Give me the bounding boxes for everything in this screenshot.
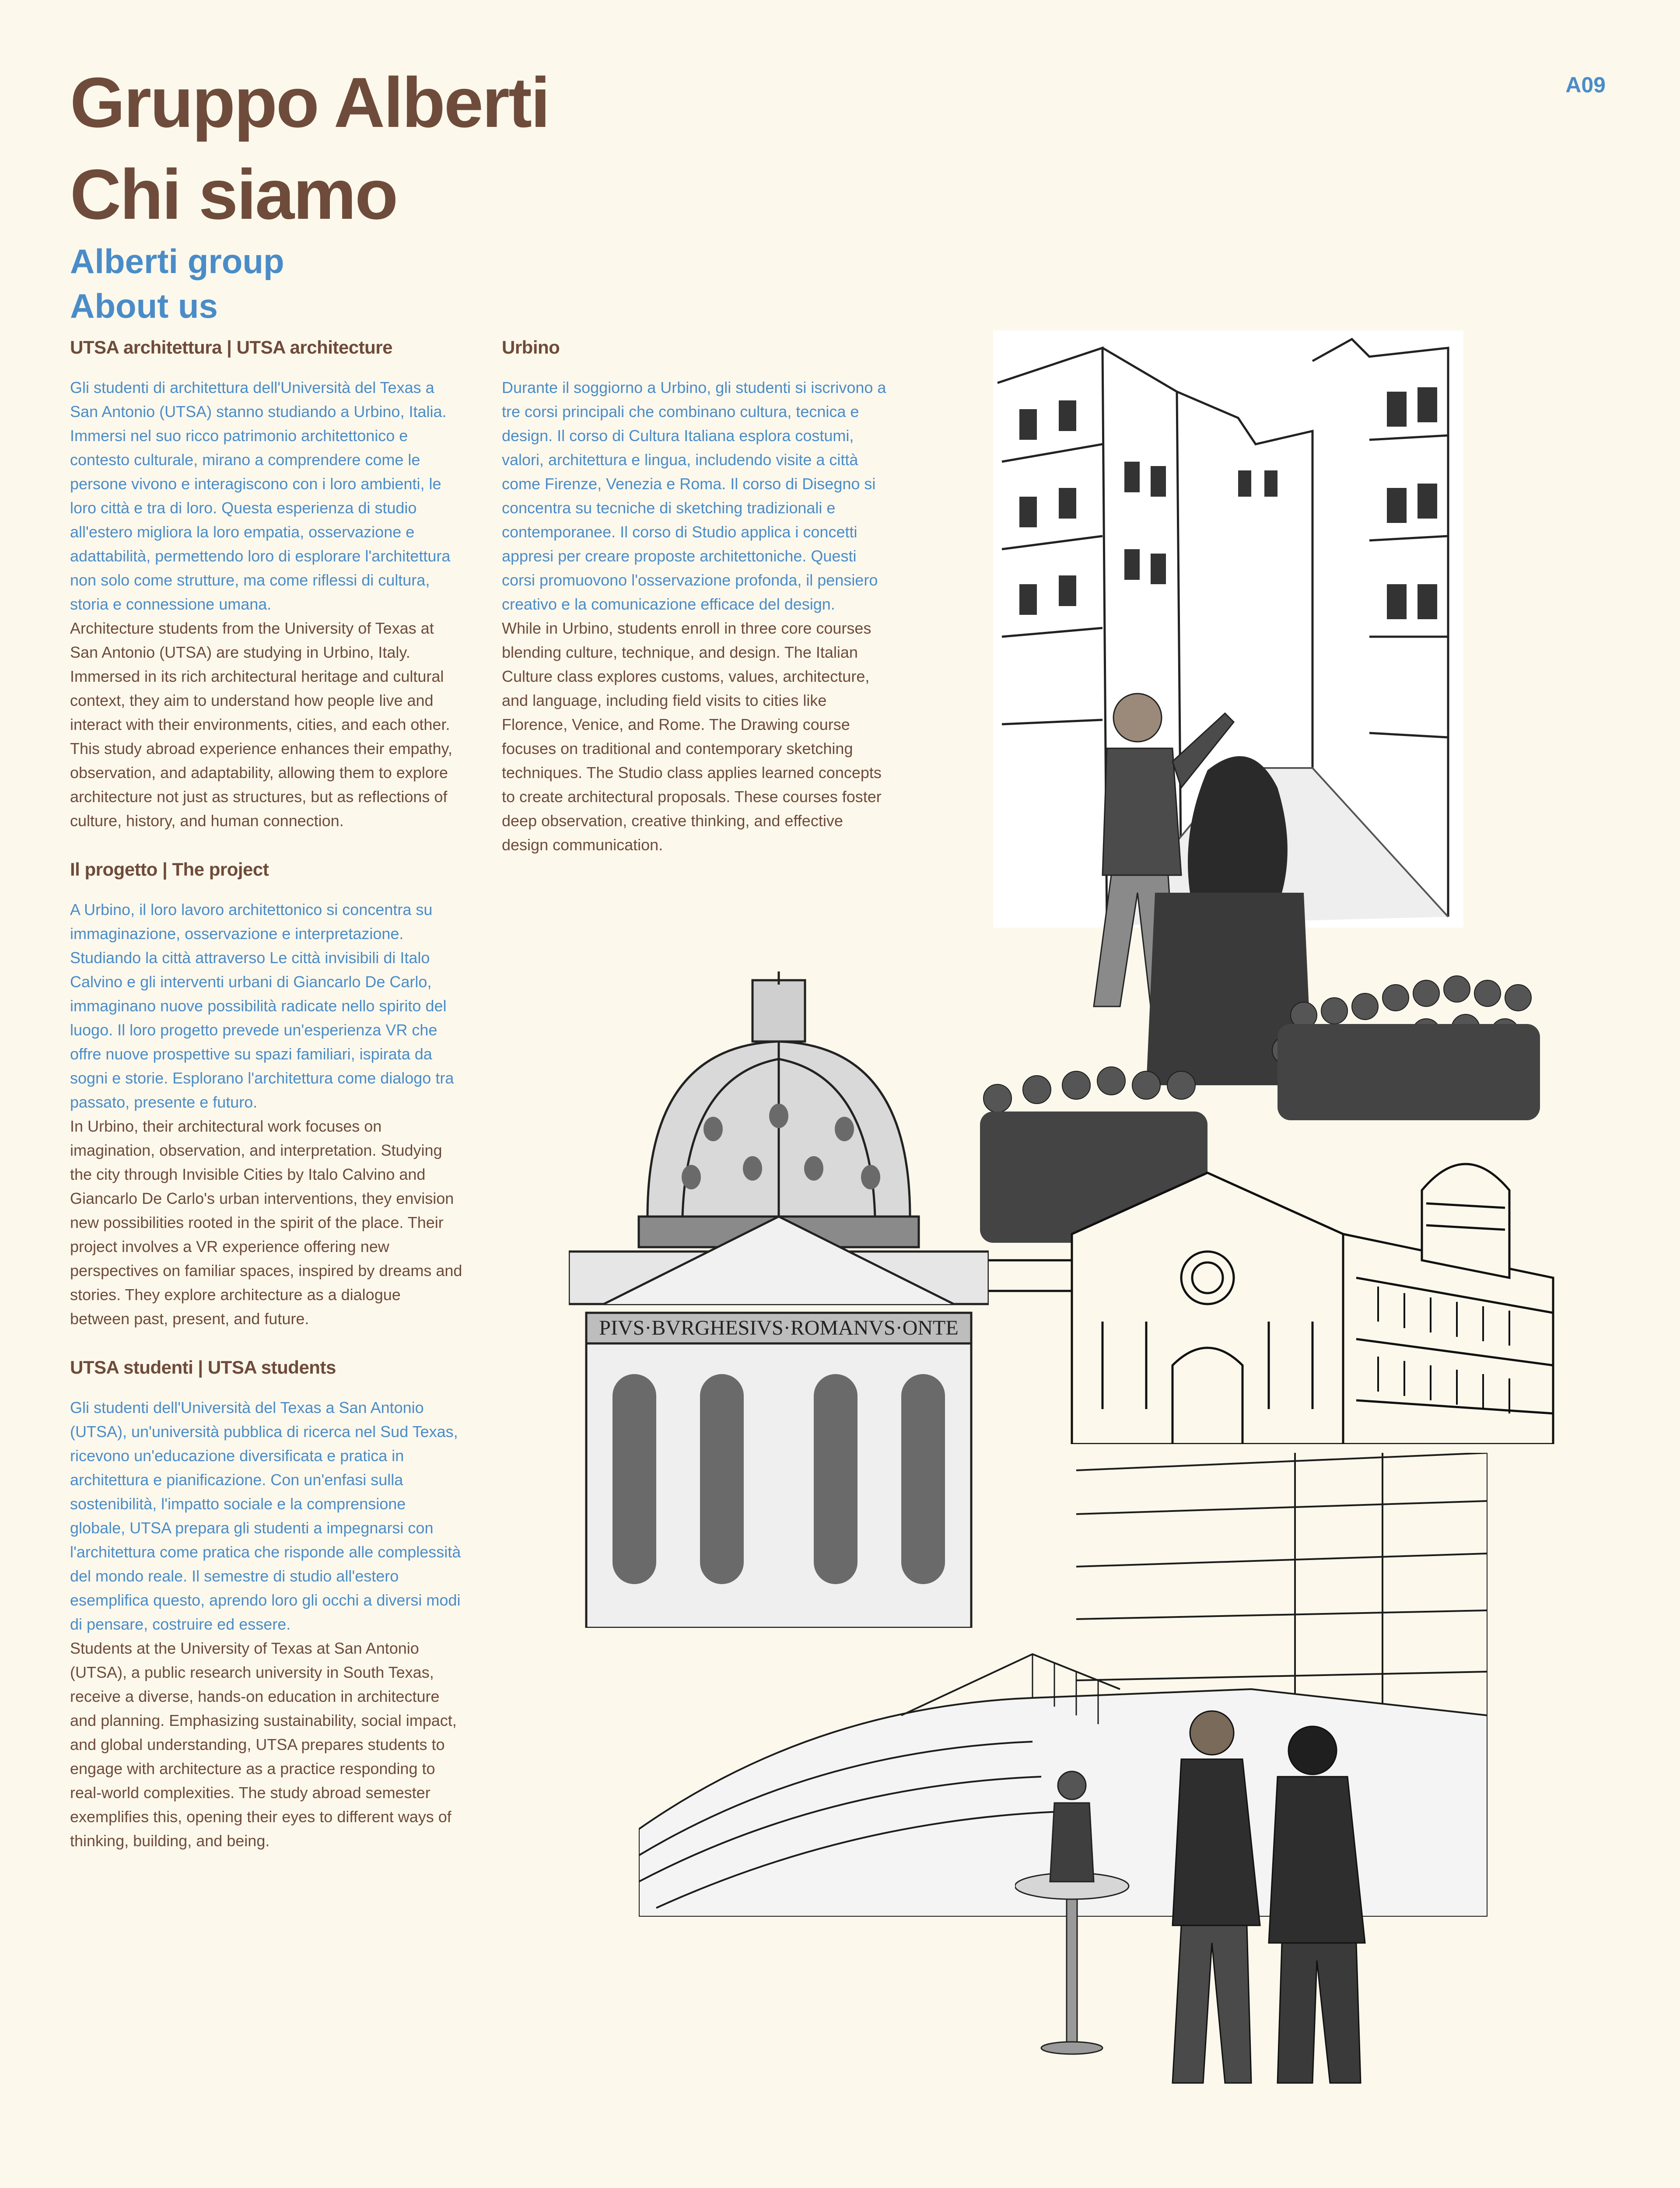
section-text-english: In Urbino, their architectural work focuses on imagination, observation, and interpretation. Studying the city through Invisible Cities by Italo Calvino and Giancarlo De Carlo's urban interventions, they envision new possibilities rooted in the spirit of the place. Their project involves a VR experience offering new perspectives on familiar spaces, inspired by dreams and stories. They explore architecture as a dialogue between past, present, and future. bbox=[70, 1117, 462, 1328]
section-text-english: Architecture students from the University of Texas at San Antonio (UTSA) are studying in Urbino, Italy. Immersed in its rich architectural heritage and cultural context, they aim to understand how people live and interact with their environments, cities, and each other. This study abroad experience enhances their empathy, observation, and adaptability, allowing them to explore architecture not just as structures, but as reflections of culture, history, and human connection. bbox=[70, 619, 452, 830]
title-italian-line2: Chi siamo bbox=[70, 155, 397, 234]
panel-code: A09 bbox=[1565, 73, 1606, 97]
terrace-people-photo bbox=[1015, 1698, 1374, 2100]
left-column bbox=[70, 335, 464, 1853]
section-project bbox=[70, 857, 464, 1331]
section-heading: UTSA studenti | UTSA students bbox=[70, 1357, 336, 1378]
section-heading: UTSA architettura | UTSA architecture bbox=[70, 337, 392, 358]
title-english-line1: Alberti group bbox=[70, 242, 284, 281]
section-architecture bbox=[70, 335, 464, 833]
section-text-italian: A Urbino, il loro lavoro architettonico si concentra su immaginazione, osservazione e interpretazione. Studiando la città attraverso Le città invisibili di Italo Calvino e gli interventi urbani di Giancarlo De Carlo, immaginano nuove possibilità radicate nello spirito del luogo. Il loro progetto prevede un'esperienza VR che offre nuove prospettive su spazi familiari, ispirata da sogni e storie. Esplorano l'architettura come dialogo tra passato, presente e futuro. bbox=[70, 901, 454, 1111]
dome-inscription: PIVS·BVRGHESIVS·ROMANVS·ONTE bbox=[599, 1316, 959, 1339]
section-text-italian: Durante il soggiorno a Urbino, gli studenti si iscrivono a tre corsi principali che combinano cultura, tecnica e design. Il corso di Cultura Italiana esplora costumi, valori, architettura e lingua, includendo visite a città come Firenze, Venezia e Roma. Il corso di Disegno si concentra su tecniche di sketching tradizionali e contemporanee. Il corso di Studio applica i concetti appresi per creare proposte architettoniche. Questi corsi promuovono l'osservazione profonda, il pensiero creativo e la comunicazione efficace del design. bbox=[502, 379, 886, 613]
church-sketch-illustration bbox=[962, 1094, 1575, 1444]
section-text-italian: Gli studenti dell'Università del Texas a San Antonio (UTSA), un'università pubblica di ricerca nel Sud Texas, ricevono un'educazione diversificata e pratica in architettura e pianificazione. Con un'enfasi sulla sostenibilità, l'impatto sociale e la comprensione globale, UTSA prepara gli studenti a impegnarsi con l'architettura come pratica che risponde alle complessità del mondo reale. Il semestre di studio all'estero esemplifica questo, aprendo loro gli occhi a diversi modi di pensare, costruire ed essere. bbox=[70, 1399, 461, 1633]
section-heading: Il progetto | The project bbox=[70, 859, 269, 880]
title-english-line2: About us bbox=[70, 287, 218, 325]
section-text-english: While in Urbino, students enroll in three core courses blending culture, technique, and design. The Italian Culture class explores customs, values, architecture, and language, including field visits to cities like Florence, Venice, and Rome. The Drawing course focuses on traditional and contemporary sketching techniques. The Studio class applies learned concepts to create architectural proposals. These courses foster deep observation, creative thinking, and effective design communication. bbox=[502, 619, 882, 854]
section-text-english: Students at the University of Texas at San Antonio (UTSA), a public research university in South Texas, receive a diverse, hands-on education in architecture and planning. Emphasizing sustainability, social impact, and global understanding, UTSA prepares students to engage with architecture as a practice responding to real-world complexities. The study abroad semester exemplifies this, opening their eyes to different ways of thinking, building, and being. bbox=[70, 1639, 457, 1850]
section-urbino bbox=[502, 335, 887, 857]
page-header bbox=[70, 57, 549, 328]
title-italian-line1: Gruppo Alberti bbox=[70, 63, 549, 142]
section-heading: Urbino bbox=[502, 337, 560, 358]
section-students bbox=[70, 1355, 464, 1853]
middle-column bbox=[502, 335, 887, 857]
section-text-italian: Gli studenti di architettura dell'Università del Texas a San Antonio (UTSA) stanno studiando a Urbino, Italia. Immersi nel suo ricco patrimonio architettonico e contesto culturale, mirano a comprendere come le persone vivono e interagiscono con i loro ambienti, le loro città e tra di loro. Questa esperienza di studio all'estero migliora la loro empatia, osservazione e adattabilità, permettendo loro di esplorare l'architettura non solo come strutture, ma come riflessi di cultura, storia e connessione umana. bbox=[70, 379, 451, 613]
